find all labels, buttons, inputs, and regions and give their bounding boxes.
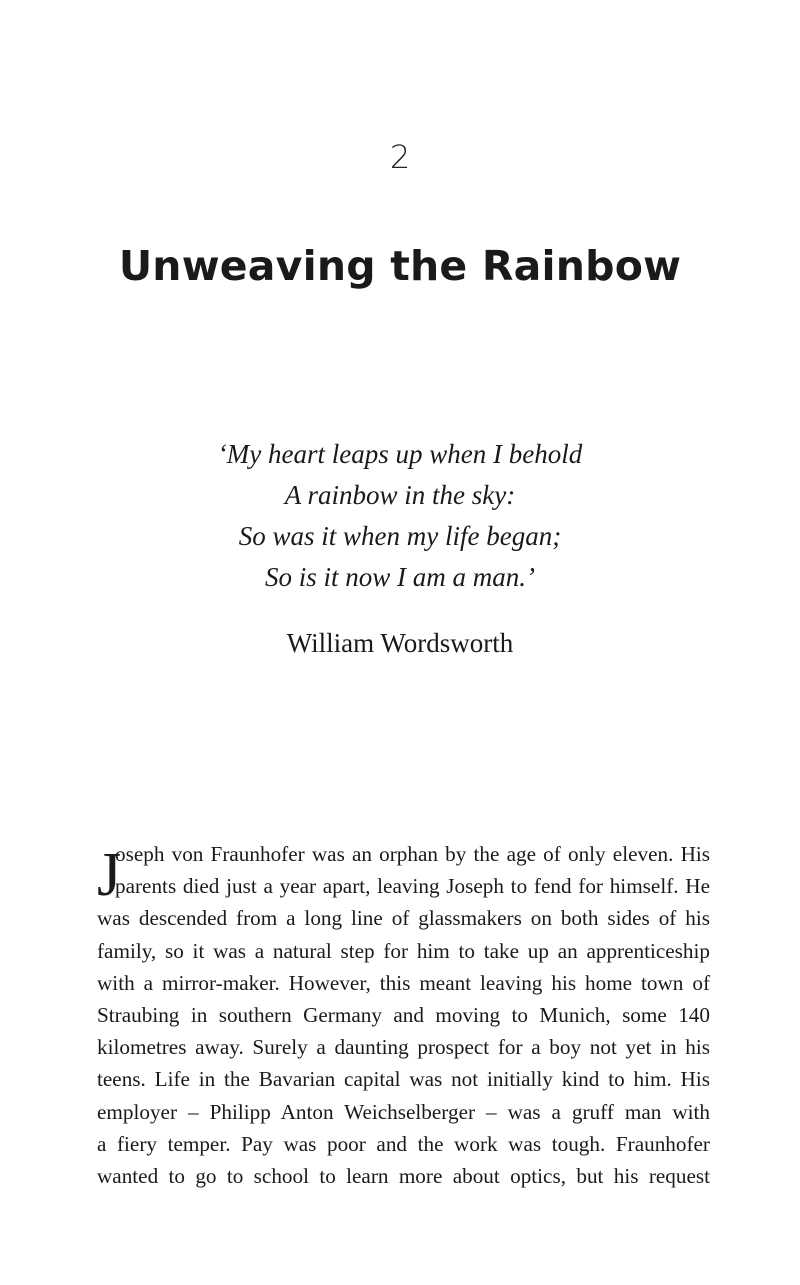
body-paragraph [97,838,710,1192]
body-line: Straubing in southern Germany and moving to Munich, some 140 [97,1002,710,1027]
epigraph-attribution: William Wordsworth [286,628,514,658]
body-line: with a mirror-maker. However, this meant leaving his home town of [97,970,710,995]
body-line: family, so it was a natural step for him to take up an apprenticeship [97,938,710,963]
body-line: employer – Philipp Anton Weichselberger – was a gruff man with [97,1099,710,1124]
drop-cap: J [97,841,122,909]
body-line: parents died just a year apart, leaving Joseph to fend for himself. He [115,874,710,899]
chapter-title: Unweaving the Rainbow [118,242,682,290]
body-line: teens. Life in the Bavarian capital was not initially kind to him. His [97,1067,710,1092]
chapter-number: 2 [389,138,411,176]
body-line: a fiery temper. Pay was poor and the work was tough. Fraunhofer [97,1131,710,1156]
epigraph-line: A rainbow in the sky: [284,480,516,510]
epigraph-line: So was it when my life began; [238,521,562,551]
epigraph-line: ‘My heart leaps up when I behold [217,439,583,469]
body-line: was descended from a long line of glassmakers on both sides of his [97,906,710,931]
epigraph-line: So is it now I am a man.’ [265,562,535,592]
epigraph [0,434,800,598]
body-line: kilometres away. Surely a daunting prospect for a boy not yet in his [97,1035,710,1060]
body-line: wanted to go to school to learn more about optics, but his request [97,1163,710,1188]
body-line: oseph von Fraunhofer was an orphan by the age of only eleven. His [115,842,710,866]
